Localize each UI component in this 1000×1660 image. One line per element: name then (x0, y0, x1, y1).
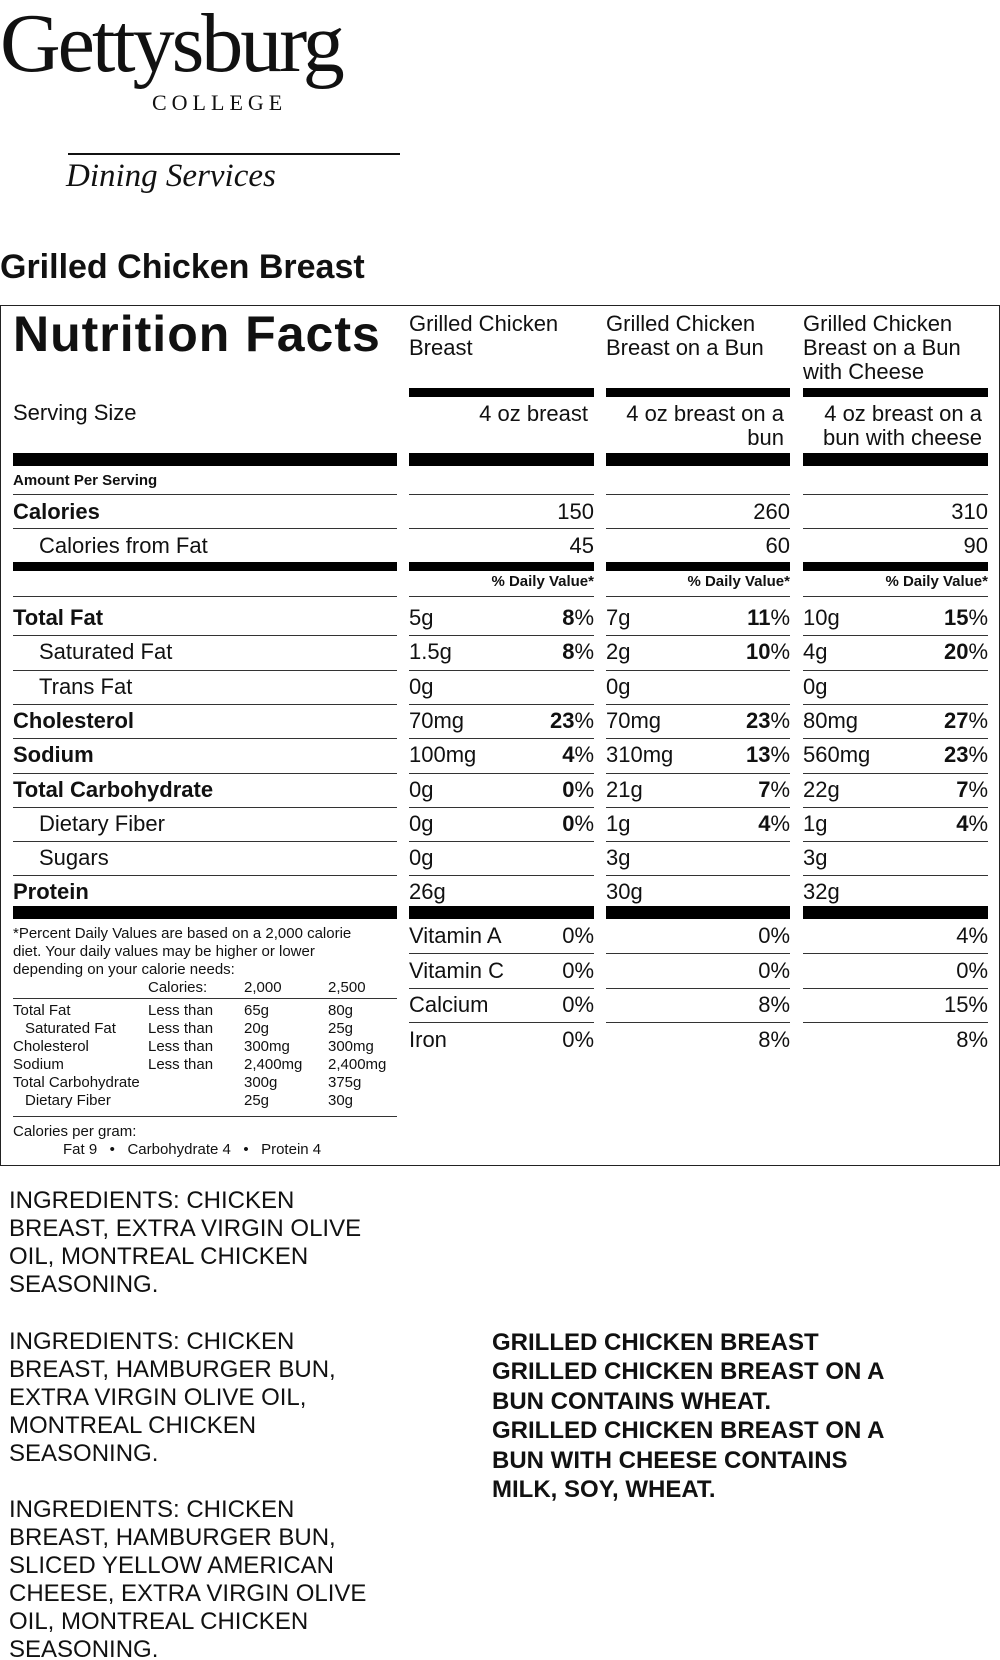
nutrient-amount: 3g (606, 845, 631, 870)
dv-number: 23 (745, 708, 771, 733)
percent-sign: % (968, 639, 988, 664)
percent-sign: % (574, 811, 594, 836)
nutrient-label: Sugars (39, 845, 109, 870)
rule (409, 635, 594, 636)
vitamin-value: 0% (956, 957, 988, 983)
dv-number: 23 (549, 708, 575, 733)
footnote-rule (13, 1116, 397, 1117)
logo-college-text: COLLEGE (152, 90, 288, 115)
footnote-calories-header: Calories: (148, 979, 208, 996)
dv-number: 27 (943, 708, 969, 733)
nutrient-daily-value (803, 813, 988, 835)
footnote-calories-header: 2,500 (328, 979, 366, 996)
logo-divider (68, 153, 400, 155)
daily-value-header: % Daily Value* (885, 573, 988, 590)
column-header-bar (803, 388, 988, 397)
rule (13, 596, 397, 597)
footnote-table-cell: Saturated Fat (25, 1020, 116, 1037)
rule (409, 596, 594, 597)
percent-sign: % (968, 605, 988, 630)
ingredients-paragraph: INGREDIENTS: CHICKEN BREAST, HAMBURGER BUN, EXTRA VIRGIN OLIVE OIL, MONTREAL CHICKEN SEASONING. (9, 1328, 336, 1467)
nutrient-daily-value (409, 813, 594, 835)
nutrient-daily-value (803, 641, 988, 663)
percent-sign: % (770, 811, 790, 836)
rule (409, 875, 594, 876)
nutrient-amount: 3g (803, 845, 828, 870)
vitamin-value: 0% (758, 923, 790, 948)
nutrient-amount: 1g (803, 811, 828, 836)
calories-label: Calories (13, 499, 100, 524)
rule (803, 670, 988, 671)
footnote-table-cell: Less than (148, 1020, 214, 1037)
footnote-calories-header: 2,000 (244, 979, 282, 996)
nutrient-daily-value (803, 744, 988, 766)
vitamin-value: 0% (758, 957, 790, 983)
percent-sign: % (770, 777, 790, 802)
nutrient-amount: 26g (409, 879, 446, 904)
rule (13, 807, 397, 808)
nutrient-label: Saturated Fat (39, 639, 173, 664)
footnote-table-cell: 80g (328, 1002, 354, 1019)
rule (409, 704, 594, 705)
rule (606, 635, 790, 636)
nutrient-amount: 32g (803, 879, 840, 904)
rule (13, 841, 397, 842)
dv-number: 4 (956, 811, 969, 836)
ingredients-paragraph: INGREDIENTS: CHICKEN BREAST, HAMBURGER BUN, SLICED YELLOW AMERICAN CHEESE, EXTRA VIRGIN OLIVE OIL, MONTREAL CHICKEN SEASONING. (9, 1496, 367, 1660)
footnote-table-cell: 25g (244, 1092, 270, 1109)
percent-sign: % (770, 708, 790, 733)
vitamin-value: 0% (562, 992, 594, 1017)
rule (606, 1022, 790, 1023)
nutrient-amount: 2g (606, 639, 631, 664)
vitamin-value: 0% (562, 923, 594, 948)
rule (606, 596, 790, 597)
thick-bar (606, 453, 790, 466)
dv-number: 20 (943, 639, 969, 664)
footnote-table-cell: Less than (148, 1056, 214, 1073)
allergen-statement (492, 1328, 912, 1504)
rule (606, 528, 790, 529)
percent-sign: % (968, 811, 988, 836)
rule (606, 841, 790, 842)
rule (606, 875, 790, 876)
dv-number: 0 (562, 777, 575, 802)
dv-number: 7 (758, 777, 771, 802)
footnote-line: *Percent Daily Values are based on a 2,000 calorie (13, 925, 352, 942)
percent-sign: % (770, 742, 790, 767)
vitamin-value: 8% (758, 992, 790, 1017)
rule (13, 670, 397, 671)
allergen-line: GRILLED CHICKEN BREAST ON A BUN CONTAINS WHEAT. (492, 1358, 884, 1415)
nutrient-label: Sodium (13, 742, 94, 767)
column-header: Grilled Chicken Breast on a Bun with Cheese (803, 311, 961, 384)
nutrient-amount: 5g (409, 605, 434, 630)
rule (803, 841, 988, 842)
rule (409, 807, 594, 808)
dv-number: 15 (943, 605, 969, 630)
nutrition-facts-title: Nutrition Facts (13, 306, 381, 362)
footnote-table-cell: Less than (148, 1038, 214, 1055)
nutrient-daily-value (606, 744, 790, 766)
rule (606, 953, 790, 954)
daily-value-header: % Daily Value* (491, 573, 594, 590)
dv-number: 4 (562, 742, 575, 767)
rule (803, 953, 988, 954)
nutrient-amount: 7g (606, 605, 631, 630)
rule (13, 635, 397, 636)
rule (409, 953, 594, 954)
rule (13, 494, 397, 495)
rule (606, 494, 790, 495)
nutrient-amount: 0g (409, 777, 434, 802)
percent-sign: % (770, 605, 790, 630)
rule (13, 704, 397, 705)
percent-sign: % (574, 742, 594, 767)
rule (606, 704, 790, 705)
allergen-line: GRILLED CHICKEN BREAST (492, 1329, 819, 1356)
footnote-table-cell: 375g (328, 1074, 362, 1091)
vitamin-value: 8% (956, 1026, 988, 1052)
footnote-table-cell: Sodium (13, 1056, 64, 1073)
rule (409, 988, 594, 989)
nutrient-daily-value (409, 641, 594, 663)
nutrient-daily-value (409, 744, 594, 766)
nutrient-daily-value (409, 710, 594, 732)
footnote-table-cell: 30g (328, 1092, 354, 1109)
nutrient-label: Trans Fat (39, 674, 133, 699)
nutrient-daily-value (409, 607, 594, 629)
thick-bar (803, 906, 988, 919)
footnote-table-cell: Dietary Fiber (25, 1092, 111, 1109)
footnote-table-cell: 20g (244, 1020, 270, 1037)
rule (606, 988, 790, 989)
rule (803, 875, 988, 876)
nutrient-daily-value (606, 607, 790, 629)
nutrient-amount: 4g (803, 639, 828, 664)
nutrient-daily-value (606, 710, 790, 732)
footnote-line: depending on your calorie needs: (13, 961, 235, 978)
footnote-table-cell: Cholesterol (13, 1038, 89, 1055)
dv-number: 11 (747, 605, 771, 630)
column-header: Grilled Chicken Breast on a Bun (606, 311, 764, 360)
nutrient-amount: 1g (606, 811, 631, 836)
rule (606, 670, 790, 671)
rule (409, 773, 594, 774)
column-header: Grilled Chicken Breast (409, 311, 559, 360)
vitamin-label: Iron (409, 1026, 447, 1052)
footnote-line: diet. Your daily values may be higher or lower (13, 943, 315, 960)
nutrient-amount: 10g (803, 605, 840, 630)
percent-sign: % (574, 605, 594, 630)
percent-sign: % (968, 777, 988, 802)
rule (803, 635, 988, 636)
nutrient-amount: 1.5g (409, 639, 452, 664)
nutrient-label: Dietary Fiber (39, 811, 165, 836)
college-logo (0, 0, 400, 200)
vitamin-label: Vitamin A (409, 923, 502, 948)
nutrient-amount: 80mg (803, 708, 859, 733)
nutrient-amount: 22g (803, 777, 840, 802)
footnote-rule (13, 998, 397, 999)
nutrient-amount: 100mg (409, 742, 477, 767)
vitamin-value: 0% (562, 957, 594, 983)
vitamin-value: 0% (562, 1026, 594, 1052)
serving-size-value: 4 oz breast (479, 401, 588, 426)
footnote-table-cell: 300mg (244, 1038, 290, 1055)
footnote-table-cell: 300mg (328, 1038, 374, 1055)
nutrient-label: Protein (13, 879, 89, 904)
footnote-table-cell: 2,400mg (328, 1056, 387, 1073)
rule (803, 596, 988, 597)
thick-bar (13, 562, 397, 571)
nutrient-amount: 560mg (803, 742, 871, 767)
calories-from-fat-value: 90 (963, 533, 988, 558)
dv-number: 8 (562, 639, 575, 664)
percent-sign: % (574, 777, 594, 802)
nutrient-label: Cholesterol (13, 708, 135, 733)
department-name: Dining Services (66, 158, 276, 194)
rule (803, 773, 988, 774)
percent-sign: % (968, 708, 988, 733)
nutrient-amount: 70mg (409, 708, 465, 733)
nutrient-daily-value (606, 813, 790, 835)
daily-value-header: % Daily Value* (687, 573, 790, 590)
rule (803, 528, 988, 529)
nutrient-label: Total Carbohydrate (13, 777, 214, 802)
footnote-table-cell: 2,400mg (244, 1056, 303, 1073)
vitamin-label: Vitamin C (409, 957, 504, 983)
nutrient-daily-value (409, 779, 594, 801)
rule (13, 875, 397, 876)
calories-from-fat-label: Calories from Fat (39, 533, 208, 558)
dv-number: 4 (758, 811, 771, 836)
dv-number: 8 (562, 605, 575, 630)
nutrition-facts-panel (0, 305, 1000, 1166)
rule (409, 670, 594, 671)
thick-bar (803, 562, 988, 571)
rule (803, 494, 988, 495)
nutrient-amount: 0g (803, 674, 828, 699)
footnote-table-cell: 300g (244, 1074, 278, 1091)
amount-per-serving-label: Amount Per Serving (13, 472, 158, 489)
column-header-bar (409, 388, 594, 397)
vitamin-value: 15% (943, 992, 988, 1017)
dv-number: 7 (956, 777, 969, 802)
rule (409, 1022, 594, 1023)
calories-value: 260 (753, 499, 790, 524)
percent-sign: % (770, 639, 790, 664)
rule (13, 773, 397, 774)
calories-per-gram-values: Fat 9 • Carbohydrate 4 • Protein 4 (63, 1141, 322, 1158)
footnote-table-cell: Less than (148, 1002, 214, 1019)
nutrient-daily-value (803, 710, 988, 732)
page-title: Grilled Chicken Breast (0, 248, 365, 286)
nutrient-daily-value (803, 607, 988, 629)
nutrient-amount: 21g (606, 777, 643, 802)
rule (803, 704, 988, 705)
thick-bar (409, 562, 594, 571)
serving-size-label: Serving Size (13, 400, 137, 425)
vitamin-value: 4% (956, 923, 988, 948)
rule (606, 773, 790, 774)
thick-bar (13, 453, 397, 466)
rule (13, 738, 397, 739)
rule (409, 738, 594, 739)
nutrient-amount: 0g (409, 811, 434, 836)
dv-number: 0 (562, 811, 575, 836)
thick-bar (13, 906, 397, 919)
thick-bar (409, 453, 594, 466)
nutrient-daily-value (606, 641, 790, 663)
footnote-table-cell: 25g (328, 1020, 354, 1037)
rule (409, 494, 594, 495)
calories-from-fat-value: 60 (765, 533, 790, 558)
percent-sign: % (574, 639, 594, 664)
calories-value: 310 (951, 499, 988, 524)
rule (803, 988, 988, 989)
footnote-table-cell: Total Carbohydrate (13, 1074, 140, 1091)
ingredients-paragraph: INGREDIENTS: CHICKEN BREAST, EXTRA VIRGIN OLIVE OIL, MONTREAL CHICKEN SEASONING. (9, 1187, 362, 1298)
rule (409, 528, 594, 529)
nutrient-daily-value (606, 779, 790, 801)
thick-bar (606, 906, 790, 919)
thick-bar (409, 906, 594, 919)
rule (606, 807, 790, 808)
nutrient-daily-value (803, 779, 988, 801)
nutrient-amount: 310mg (606, 742, 674, 767)
thick-bar (606, 562, 790, 571)
serving-size-value: 4 oz breast on a bun (626, 401, 784, 450)
allergen-line: GRILLED CHICKEN BREAST ON A BUN WITH CHEESE CONTAINS MILK, SOY, WHEAT. (492, 1417, 884, 1504)
column-header-bar (606, 388, 790, 397)
logo-wordmark: Gettysburg (0, 0, 342, 90)
percent-sign: % (968, 742, 988, 767)
rule (803, 1022, 988, 1023)
nutrient-amount: 70mg (606, 708, 662, 733)
rule (606, 738, 790, 739)
percent-sign: % (574, 708, 594, 733)
calories-value: 150 (557, 499, 594, 524)
footnote-table-cell: 65g (244, 1002, 270, 1019)
nutrient-amount: 30g (606, 879, 643, 904)
dv-number: 10 (745, 639, 771, 664)
vitamin-label: Calcium (409, 992, 489, 1017)
thick-bar (803, 453, 988, 466)
rule (803, 738, 988, 739)
nutrient-amount: 0g (409, 845, 434, 870)
dv-number: 13 (745, 742, 771, 767)
calories-from-fat-value: 45 (569, 533, 594, 558)
nutrient-label: Total Fat (13, 605, 104, 630)
vitamin-value: 8% (758, 1026, 790, 1052)
serving-size-value: 4 oz breast on a bun with cheese (823, 401, 982, 450)
dv-number: 23 (943, 742, 969, 767)
nutrient-amount: 0g (409, 674, 434, 699)
footnote-table-cell: Total Fat (13, 1002, 71, 1019)
rule (803, 807, 988, 808)
calories-per-gram-label: Calories per gram: (13, 1123, 137, 1140)
rule (13, 528, 397, 529)
nutrient-amount: 0g (606, 674, 631, 699)
rule (409, 841, 594, 842)
